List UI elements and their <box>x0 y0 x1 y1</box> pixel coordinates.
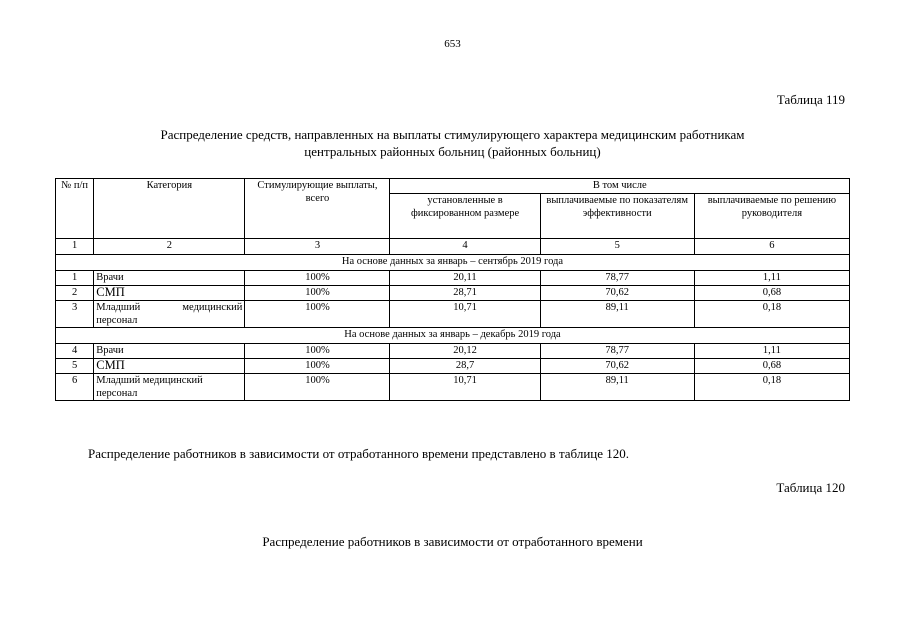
column-number: 5 <box>540 239 694 255</box>
row-total: 100% <box>245 374 390 401</box>
row-decision: 0,68 <box>694 286 849 301</box>
row-decision: 0,18 <box>694 374 849 401</box>
header-fixed: установленные в фиксированном размере <box>390 194 540 239</box>
row-total: 100% <box>245 344 390 359</box>
header-including: В том числе <box>390 179 850 194</box>
table-119 <box>55 178 850 401</box>
row-total: 100% <box>245 271 390 286</box>
row-category: Младший медицинский персонал <box>94 374 245 401</box>
row-fixed: 28,71 <box>390 286 540 301</box>
row-total: 100% <box>245 286 390 301</box>
row-efficiency: 89,11 <box>540 374 694 401</box>
header-total: Стимулирующие выплаты, всего <box>245 179 390 239</box>
row-total: 100% <box>245 359 390 374</box>
row-fixed: 28,7 <box>390 359 540 374</box>
row-fixed: 20,11 <box>390 271 540 286</box>
row-num: 1 <box>56 271 94 286</box>
row-num: 2 <box>56 286 94 301</box>
row-num: 6 <box>56 374 94 401</box>
row-category: Врачи <box>94 271 245 286</box>
column-number-row <box>56 239 850 255</box>
row-efficiency: 78,77 <box>540 344 694 359</box>
row-decision: 0,68 <box>694 359 849 374</box>
row-category: СМП <box>94 286 245 301</box>
row-fixed: 10,71 <box>390 301 540 328</box>
header-num: № п/п <box>56 179 94 239</box>
body-paragraph: Распределение работников в зависимости от отработанного времени представлено в таблице 120. <box>88 446 630 461</box>
row-decision: 1,11 <box>694 271 849 286</box>
row-efficiency: 70,62 <box>540 286 694 301</box>
header-category: Категория <box>94 179 245 239</box>
table-119-title <box>90 126 815 160</box>
header-decision: выплачиваемые по решению руководителя <box>694 194 849 239</box>
column-number: 2 <box>94 239 245 255</box>
page-number: 653 <box>444 38 461 50</box>
table-row <box>56 374 850 401</box>
section-title: На основе данных за январь – сентябрь 2019 года <box>56 255 850 271</box>
row-efficiency: 89,11 <box>540 301 694 328</box>
row-num: 4 <box>56 344 94 359</box>
row-efficiency: 70,62 <box>540 359 694 374</box>
row-num: 3 <box>56 301 94 328</box>
column-number: 3 <box>245 239 390 255</box>
section-title: На основе данных за январь – декабрь 2019 года <box>56 328 850 344</box>
row-category: Врачи <box>94 344 245 359</box>
table-120-label: Таблица 120 <box>776 480 845 495</box>
row-fixed: 10,71 <box>390 374 540 401</box>
table-row <box>56 301 850 328</box>
row-decision: 0,18 <box>694 301 849 328</box>
table-row <box>56 344 850 359</box>
column-number: 1 <box>56 239 94 255</box>
table-row <box>56 271 850 286</box>
row-fixed: 20,12 <box>390 344 540 359</box>
row-efficiency: 78,77 <box>540 271 694 286</box>
section-row <box>56 328 850 344</box>
section-row <box>56 255 850 271</box>
table-row <box>56 286 850 301</box>
row-total: 100% <box>245 301 390 328</box>
column-number: 4 <box>390 239 540 255</box>
header-efficiency: выплачиваемые по показателям эффективности <box>540 194 694 239</box>
table-120-title: Распределение работников в зависимости от отработанного времени <box>262 534 643 549</box>
table-119-title-line1: Распределение средств, направленных на выплаты стимулирующего характера медицинским работникам <box>160 127 745 142</box>
row-category: СМП <box>94 359 245 374</box>
table-119-label: Таблица 119 <box>776 92 845 107</box>
row-num: 5 <box>56 359 94 374</box>
table-row <box>56 359 850 374</box>
row-category: Младший медицинский персонал <box>94 301 245 328</box>
row-decision: 1,11 <box>694 344 849 359</box>
table-119-title-line2: центральных районных больниц (районных больниц) <box>304 144 601 159</box>
column-number: 6 <box>694 239 849 255</box>
